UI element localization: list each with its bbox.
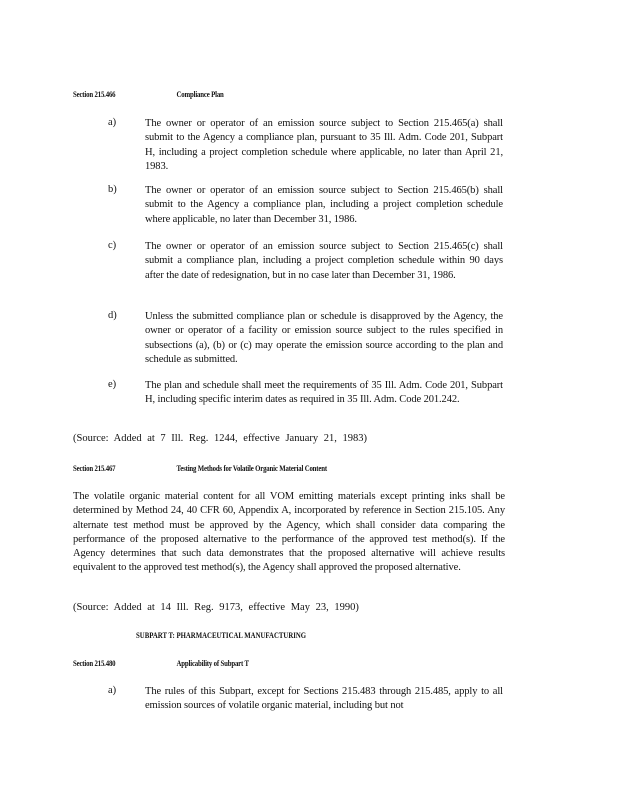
item-text: The owner or operator of an emission source subject to Section 215.465(a) shall submit to the Agency a compliance plan, pursuant to 35 Ill. Adm. Code 201, Subpart H, including a project completion schedule where applicable, no later than April 21, 1983. <box>145 118 503 172</box>
item-label: d) <box>108 310 117 321</box>
source-note: (Source: Added at 14 Ill. Reg. 9173, effective May 23, 1990) <box>73 602 359 613</box>
source-note: (Source: Added at 7 Ill. Reg. 1244, effective January 21, 1983) <box>73 433 367 444</box>
item-text: The owner or operator of an emission source subject to Section 215.465(b) shall submit to the Agency a compliance plan, including a project completion schedule where applicable, no later than December 31, 1986. <box>145 185 503 225</box>
item-label: a) <box>108 117 117 128</box>
item-text: The rules of this Subpart, except for Sections 215.483 through 215.485, apply to all emission sources of volatile organic material, including but not <box>145 686 503 712</box>
list-item <box>108 310 508 366</box>
section-number: Section 215.466 <box>73 90 116 99</box>
section-number: Section 215.480 <box>73 659 116 668</box>
subpart-heading: SUBPART T: PHARMACEUTICAL MANUFACTURING <box>136 631 307 640</box>
section-heading-480 <box>73 659 249 668</box>
item-text: Unless the submitted compliance plan or schedule is disapproved by the Agency, the owner or operator of a facility or emission source subject to the rules specified in subsections (a), (b) or (c) may operate the emission source according to the plan and schedule as submitted. <box>145 311 503 365</box>
section-heading-466 <box>73 90 224 99</box>
list-item <box>108 685 508 715</box>
section-title: Compliance Plan <box>176 90 224 99</box>
section-number: Section 215.467 <box>73 464 116 473</box>
section-heading-467 <box>73 464 327 473</box>
list-item <box>108 184 508 226</box>
item-label: a) <box>108 685 117 696</box>
section-title: Applicability of Subpart T <box>176 659 249 668</box>
item-text: The plan and schedule shall meet the requirements of 35 Ill. Adm. Code 201, Subpart H, including specific interim dates as required in 35 Ill. Adm. Code 201.242. <box>145 380 503 406</box>
item-label: b) <box>108 184 117 195</box>
item-text: The owner or operator of an emission source subject to Section 215.465(c) shall submit a compliance plan, including a project completion schedule within 90 days after the date of redesignation, but in no case later than December 31, 1986. <box>145 241 503 281</box>
item-label: e) <box>108 379 117 390</box>
section-paragraph: The volatile organic material content for all VOM emitting materials except printing inks shall be determined by Method 24, 40 CFR 60, Appendix A, incorporated by reference in Section 215.105. Any alternate test method must be approved by the Agency, which shall consider data comparing the performance of the proposed alternative to the performance of the approved test method(s). If the Agency determines that such data demonstrates that the proposed alternative will achieve results equivalent to the approved test method(s), the Agency shall approved the proposed alternative. <box>73 491 505 574</box>
item-label: c) <box>108 240 117 251</box>
list-item <box>108 379 508 421</box>
list-item <box>108 117 508 173</box>
section-title: Testing Methods for Volatile Organic Material Content <box>176 464 327 473</box>
list-item <box>108 240 508 296</box>
